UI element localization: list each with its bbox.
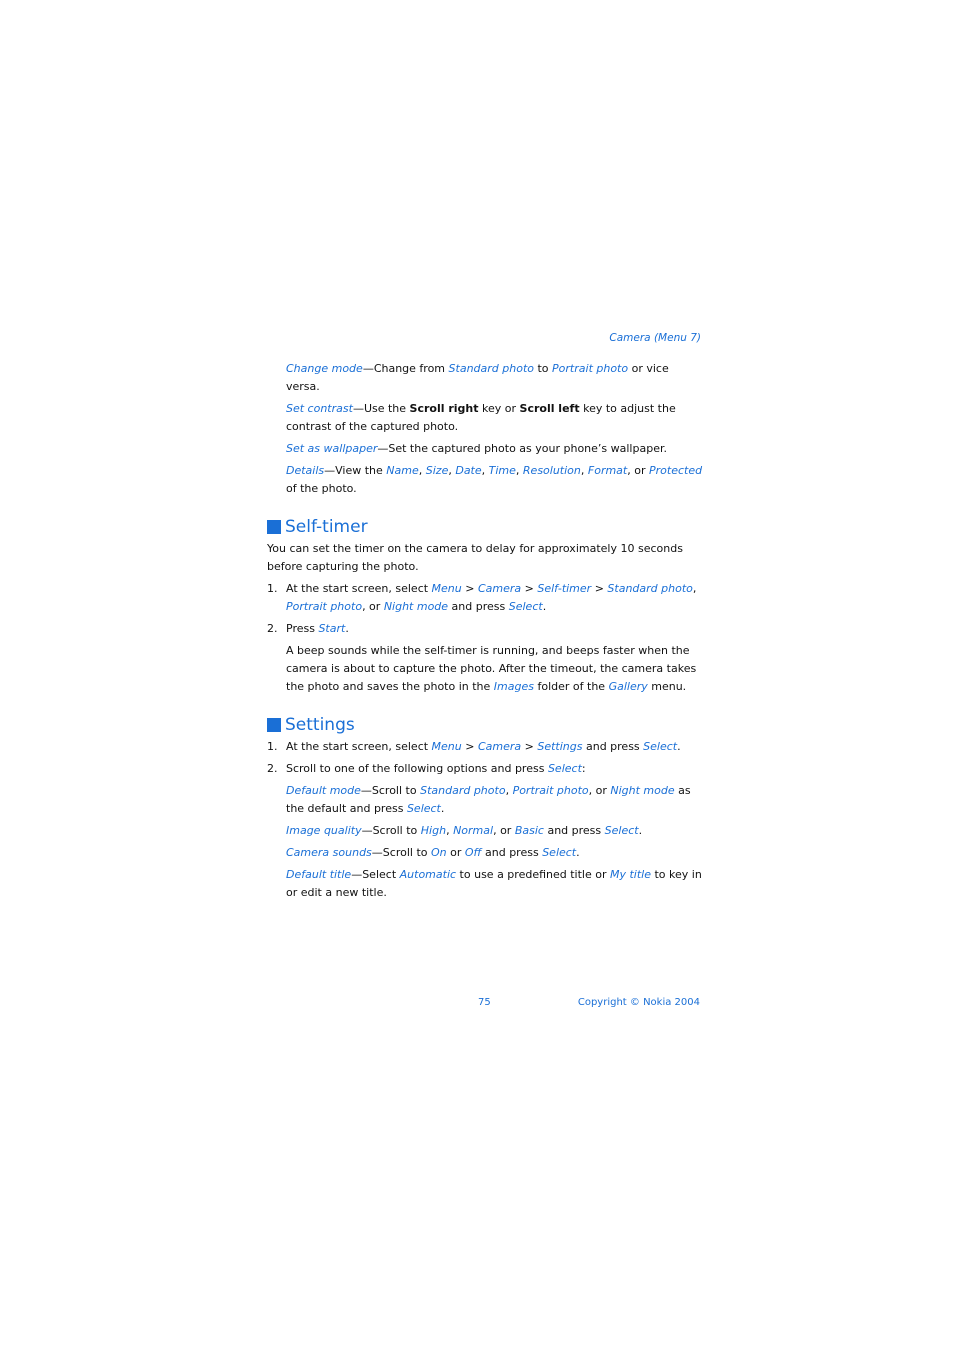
self-timer-beep-note: A beep sounds while the self-timer is running, and beeps faster when the camera is about to capture the photo. After the timeout, the camera takes the photo and saves the photo in the Images folder of the Gallery menu. bbox=[286, 644, 697, 693]
option-camera-sounds: Camera sounds—Scroll to On or Off and press Select. bbox=[286, 846, 580, 859]
settings-step-1: 1. At the start screen, select Menu > Camera > Settings and press Select. bbox=[267, 740, 681, 753]
section-heading-self-timer: Self-timer bbox=[267, 516, 703, 538]
page-number: 75 bbox=[478, 997, 491, 1008]
option-set-as-wallpaper: Set as wallpaper—Set the captured photo as your phone’s wallpaper. bbox=[286, 442, 667, 455]
option-set-contrast: Set contrast—Use the Scroll right key or Scroll left key to adjust the contrast of the captured photo. bbox=[286, 402, 676, 433]
option-default-title: Default title—Select Automatic to use a predefined title or My title to key in or edit a new title. bbox=[286, 868, 702, 899]
self-timer-intro: You can set the timer on the camera to delay for approximately 10 seconds before capturing the photo. bbox=[267, 542, 683, 573]
heading-square-icon bbox=[267, 718, 281, 732]
running-header: Camera (Menu 7) bbox=[609, 332, 701, 344]
section-heading-settings: Settings bbox=[267, 714, 703, 736]
settings-step-2: 2. Scroll to one of the following options and press Select: bbox=[267, 762, 586, 775]
page-content bbox=[267, 360, 703, 902]
heading-square-icon bbox=[267, 520, 281, 534]
option-default-mode: Default mode—Scroll to Standard photo, Portrait photo, or Night mode as the default and press Select. bbox=[286, 784, 691, 815]
self-timer-step-1: 1. At the start screen, select Menu > Camera > Self-timer > Standard photo, Portrait photo, or Night mode and press Select. bbox=[267, 582, 697, 613]
option-image-quality: Image quality—Scroll to High, Normal, or Basic and press Select. bbox=[286, 824, 643, 837]
option-details: Details—View the Name, Size, Date, Time, Resolution, Format, or Protected of the photo. bbox=[286, 464, 703, 495]
option-change-mode: Change mode—Change from Standard photo to Portrait photo or vice versa. bbox=[286, 362, 669, 393]
self-timer-step-2: 2. Press Start. bbox=[267, 622, 349, 635]
copyright-notice: Copyright © Nokia 2004 bbox=[577, 997, 700, 1008]
